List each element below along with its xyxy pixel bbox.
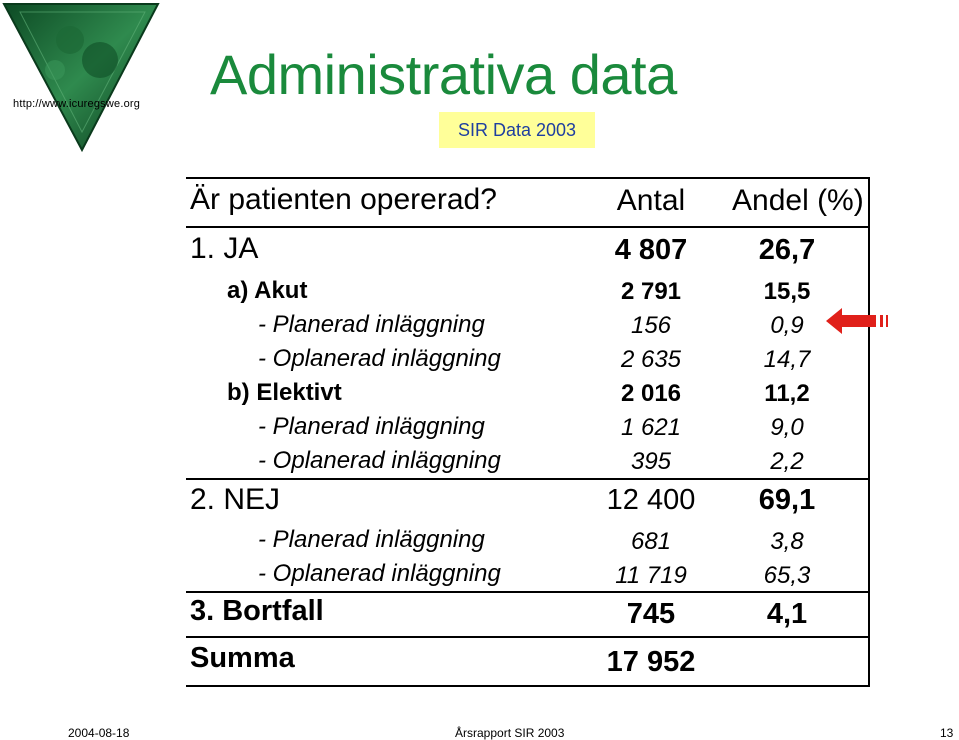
- slide-title: Administrativa data: [210, 43, 677, 106]
- row-antal: 2 791: [620, 278, 682, 305]
- table-bottom-border: [186, 685, 870, 687]
- row-label: - Oplanerad inläggning: [258, 560, 501, 587]
- footer-report-title: Årsrapport SIR 2003: [455, 726, 565, 740]
- row-antal: 2 016: [620, 380, 682, 407]
- row-label: Summa: [190, 642, 295, 674]
- antal-header: Antal: [616, 184, 686, 217]
- row-label: - Oplanerad inläggning: [258, 447, 501, 474]
- sir-data-badge: SIR Data 2003: [439, 112, 595, 148]
- row-antal: 681: [630, 528, 672, 555]
- table-divider-summa: [186, 636, 870, 638]
- row-antal: 156: [630, 312, 672, 339]
- row-antal: 745: [626, 598, 676, 630]
- logo-url-text: http://www.icuregswe.org: [13, 98, 141, 110]
- row-antal: 12 400: [606, 484, 696, 516]
- row-andel: 2,2: [770, 448, 804, 475]
- logo-triangle-icon: [0, 0, 160, 152]
- row-andel: 65,3: [763, 562, 811, 589]
- row-antal: 395: [630, 448, 672, 475]
- footer-date: 2004-08-18: [68, 726, 130, 740]
- row-antal: 11 719: [615, 562, 687, 589]
- row-label: - Oplanerad inläggning: [258, 345, 501, 372]
- row-label: - Planerad inläggning: [258, 526, 485, 553]
- row-antal: 4 807: [614, 234, 688, 266]
- row-andel: 11,2: [764, 380, 810, 407]
- row-label: - Planerad inläggning: [258, 413, 485, 440]
- row-label: b) Elektivt: [227, 379, 342, 406]
- question-header: Är patienten opererad?: [190, 183, 497, 216]
- row-label: 3. Bortfall: [190, 595, 324, 627]
- row-andel: 9,0: [770, 414, 804, 441]
- table-right-border: [868, 178, 870, 687]
- row-andel: 4,1: [766, 598, 808, 630]
- row-label: 1. JA: [190, 232, 259, 265]
- row-andel: 15,5: [763, 278, 811, 305]
- footer-page-number: 13: [940, 726, 954, 740]
- row-antal: 17 952: [606, 646, 696, 678]
- left-arrow-icon: [826, 306, 892, 336]
- table-header-divider: [186, 226, 870, 228]
- row-label: - Planerad inläggning: [258, 311, 485, 338]
- row-andel: 14,7: [763, 346, 811, 373]
- row-antal: 2 635: [620, 346, 682, 373]
- row-label: a) Akut: [227, 277, 308, 304]
- table-divider-bortfall: [186, 591, 870, 593]
- row-andel: 0,9: [770, 312, 804, 339]
- row-antal: 1 621: [620, 414, 682, 441]
- row-label: 2. NEJ: [190, 483, 281, 516]
- andel-header: Andel (%): [732, 184, 864, 217]
- row-andel: 3,8: [770, 528, 804, 555]
- table-top-border: [186, 177, 870, 179]
- row-andel: 26,7: [758, 234, 816, 266]
- table-divider-nej: [186, 478, 870, 480]
- row-andel: 69,1: [758, 484, 816, 516]
